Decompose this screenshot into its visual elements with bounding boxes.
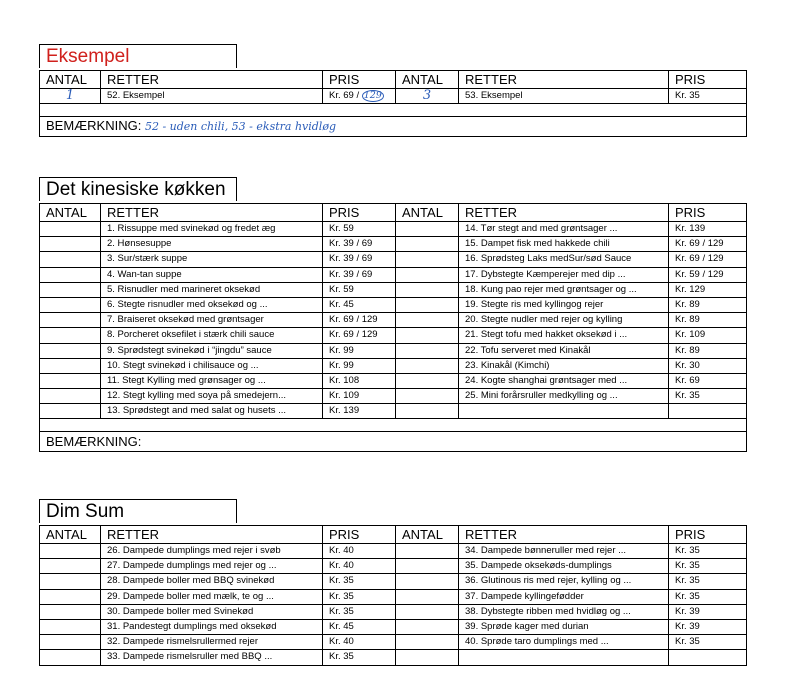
dish-name: 27. Dampede dumplings med rejer og ... <box>101 559 323 574</box>
table-row <box>40 237 747 252</box>
dish-name: 19. Stegte ris med kyllingog rejer <box>459 297 669 312</box>
price-cell: Kr. 40 <box>323 559 396 574</box>
price-cell: Kr. 35 <box>669 389 747 404</box>
dish-name <box>459 650 669 665</box>
price-cell: Kr. 69 / 129 <box>669 237 747 252</box>
price-cell: Kr. 45 <box>323 619 396 634</box>
price-header: PRIS <box>669 204 747 222</box>
qty-input[interactable] <box>396 650 459 665</box>
table-row <box>40 252 747 267</box>
qty-input[interactable] <box>40 574 101 589</box>
dish-name: 17. Dybstegte Kæmperejer med dip ... <box>459 267 669 282</box>
dish-name: 16. Sprødsteg Laks medSur/sød Sauce <box>459 252 669 267</box>
table-row <box>40 604 747 619</box>
dish-name: 9. Sprødstegt svinekød i “jingdu” sauce <box>101 343 323 358</box>
qty-input[interactable]: 3 <box>396 89 459 104</box>
dimsum-rows <box>40 544 747 666</box>
circled-price: 129 <box>363 90 382 102</box>
qty-input[interactable] <box>396 297 459 312</box>
price-cell <box>669 404 747 419</box>
qty-input[interactable] <box>40 343 101 358</box>
table-row <box>40 89 747 104</box>
spacer-row <box>40 419 747 432</box>
qty-input[interactable] <box>40 358 101 373</box>
dishes-header: RETTER <box>459 526 669 544</box>
price-cell: Kr. 40 <box>323 635 396 650</box>
dish-name: 24. Kogte shanghai grøntsager med ... <box>459 373 669 388</box>
qty-input[interactable] <box>396 358 459 373</box>
price-cell: Kr. 69 / 129 <box>669 252 747 267</box>
price-cell <box>323 89 396 104</box>
qty-input[interactable] <box>40 328 101 343</box>
qty-input[interactable] <box>396 404 459 419</box>
dish-name: 12. Stegt kylling med soya på smedejern... <box>101 389 323 404</box>
price-cell: Kr. 129 <box>669 282 747 297</box>
qty-input[interactable] <box>40 404 101 419</box>
dish-name: 14. Tør stegt and med grøntsager ... <box>459 222 669 237</box>
dish-name <box>459 404 669 419</box>
price-cell: Kr. 109 <box>323 389 396 404</box>
dish-name: 6. Stegte risnudler med oksekød og ... <box>101 297 323 312</box>
dish-name: 37. Dampede kyllingefødder <box>459 589 669 604</box>
remark-row <box>40 432 747 452</box>
qty-input[interactable] <box>396 559 459 574</box>
dish-name: 30. Dampede boller med Svinekød <box>101 604 323 619</box>
qty-input[interactable] <box>40 313 101 328</box>
price-cell: Kr. 99 <box>323 343 396 358</box>
qty-input[interactable] <box>396 313 459 328</box>
dishes-header: RETTER <box>101 204 323 222</box>
qty-header: ANTAL <box>40 204 101 222</box>
dish-name: 15. Dampet fisk med hakkede chili <box>459 237 669 252</box>
chinese-rows <box>40 222 747 419</box>
qty-input[interactable] <box>40 297 101 312</box>
price-cell: Kr. 108 <box>323 373 396 388</box>
table-row <box>40 544 747 559</box>
price-cell: Kr. 39 / 69 <box>323 267 396 282</box>
price-cell: Kr. 35 <box>669 574 747 589</box>
price-cell: Kr. 35 <box>323 604 396 619</box>
qty-input[interactable] <box>396 544 459 559</box>
price-cell: Kr. 69 / 129 <box>323 313 396 328</box>
qty-header: ANTAL <box>396 204 459 222</box>
qty-input[interactable] <box>396 635 459 650</box>
table-row <box>40 282 747 297</box>
qty-input[interactable] <box>40 604 101 619</box>
qty-input[interactable] <box>396 328 459 343</box>
header-row <box>40 204 747 222</box>
table-row <box>40 389 747 404</box>
price-cell: Kr. 99 <box>323 358 396 373</box>
qty-input[interactable] <box>40 635 101 650</box>
price-header: PRIS <box>669 526 747 544</box>
header-row <box>40 71 747 89</box>
dish-name: 5. Risnudler med marineret oksekød <box>101 282 323 297</box>
price-cell: Kr. 39 / 69 <box>323 252 396 267</box>
table-row <box>40 313 747 328</box>
qty-input[interactable] <box>40 222 101 237</box>
qty-input[interactable] <box>396 237 459 252</box>
qty-header: ANTAL <box>40 71 101 89</box>
dishes-header: RETTER <box>101 71 323 89</box>
qty-input[interactable] <box>396 252 459 267</box>
table-row <box>40 589 747 604</box>
qty-input[interactable] <box>40 650 101 665</box>
example-title: Eksempel <box>39 44 237 68</box>
qty-header: ANTAL <box>396 526 459 544</box>
dish-name: 36. Glutinous ris med rejer, kylling og ... <box>459 574 669 589</box>
dish-name: 34. Dampede bønneruller med rejer ... <box>459 544 669 559</box>
table-row <box>40 358 747 373</box>
price-cell: Kr. 59 <box>323 222 396 237</box>
price-cell: Kr. 45 <box>323 297 396 312</box>
price-cell: Kr. 139 <box>323 404 396 419</box>
qty-input[interactable] <box>40 237 101 252</box>
price-cell: Kr. 89 <box>669 313 747 328</box>
dish-name: 21. Stegt tofu med hakket oksekød i ... <box>459 328 669 343</box>
remark-note[interactable]: 52 - uden chili, 53 - ekstra hvidløg <box>144 120 336 134</box>
dishes-header: RETTER <box>459 204 669 222</box>
dish-name: 35. Dampede oksekøds-dumplings <box>459 559 669 574</box>
table-row <box>40 559 747 574</box>
table-row <box>40 574 747 589</box>
price-cell: Kr. 139 <box>669 222 747 237</box>
qty-input[interactable] <box>40 544 101 559</box>
qty-input[interactable] <box>40 619 101 634</box>
dish-name: 32. Dampede rismelsrullermed rejer <box>101 635 323 650</box>
dish-name: 23. Kinakål (Kimchi) <box>459 358 669 373</box>
table-row <box>40 328 747 343</box>
price-cell: Kr. 89 <box>669 343 747 358</box>
price-header: PRIS <box>323 204 396 222</box>
price-cell: Kr. 35 <box>323 574 396 589</box>
dish-name: 38. Dybstegte ribben med hvidløg og ... <box>459 604 669 619</box>
qty-input[interactable] <box>40 252 101 267</box>
price-cell: Kr. 35 <box>669 559 747 574</box>
dimsum-section <box>39 499 746 669</box>
chinese-table <box>39 203 747 452</box>
qty-input[interactable] <box>40 389 101 404</box>
price-cell: Kr. 35 <box>323 650 396 665</box>
qty-input[interactable] <box>396 574 459 589</box>
qty-input[interactable] <box>396 267 459 282</box>
price-cell: Kr. 35 <box>669 89 747 104</box>
table-row <box>40 619 747 634</box>
dish-name: 25. Mini forårsruller medkylling og ... <box>459 389 669 404</box>
spacer-row <box>40 104 747 117</box>
qty-input[interactable] <box>396 389 459 404</box>
qty-input[interactable] <box>40 267 101 282</box>
chinese-title: Det kinesiske køkken <box>39 177 237 201</box>
price-header: PRIS <box>323 526 396 544</box>
dish-name: 39. Sprøde kager med durian <box>459 619 669 634</box>
price-cell: Kr. 40 <box>323 544 396 559</box>
price-header: PRIS <box>669 71 747 89</box>
qty-input[interactable] <box>40 373 101 388</box>
price-cell <box>669 650 747 665</box>
dish-name: 40. Sprøde taro dumplings med ... <box>459 635 669 650</box>
price-cell: Kr. 39 <box>669 619 747 634</box>
price-cell: Kr. 59 / 129 <box>669 267 747 282</box>
dish-name: 2. Hønsesuppe <box>101 237 323 252</box>
price-cell: Kr. 35 <box>669 544 747 559</box>
example-table <box>39 70 747 137</box>
price-cell: Kr. 39 <box>669 604 747 619</box>
remark-row <box>40 117 747 137</box>
qty-input[interactable] <box>396 619 459 634</box>
example-section <box>39 44 746 144</box>
dish-name: 26. Dampede dumplings med rejer i svøb <box>101 544 323 559</box>
price-cell: Kr. 69 <box>669 373 747 388</box>
qty-header: ANTAL <box>40 526 101 544</box>
dish-name: 8. Porcheret oksefilet i stærk chili sauce <box>101 328 323 343</box>
qty-input[interactable] <box>396 343 459 358</box>
remark-label: BEMÆRKNING: <box>46 433 142 449</box>
qty-input[interactable]: 1 <box>40 89 101 104</box>
dishes-header: RETTER <box>459 71 669 89</box>
chinese-section <box>39 177 746 459</box>
dish-name: 13. Sprødstegt and med salat og husets ... <box>101 404 323 419</box>
remark-label: BEMÆRKNING: <box>46 118 142 134</box>
price-cell: Kr. 30 <box>669 358 747 373</box>
qty-input[interactable] <box>40 559 101 574</box>
dish-name: 18. Kung pao rejer med grøntsager og ... <box>459 282 669 297</box>
table-row <box>40 635 747 650</box>
table-row <box>40 222 747 237</box>
price-cell: Kr. 35 <box>669 635 747 650</box>
header-row <box>40 526 747 544</box>
price-cell: Kr. 59 <box>323 282 396 297</box>
dish-name: 4. Wan-tan suppe <box>101 267 323 282</box>
price-header: PRIS <box>323 71 396 89</box>
table-row <box>40 650 747 665</box>
price-cell: Kr. 35 <box>669 589 747 604</box>
dish-name: 22. Tofu serveret med Kinakål <box>459 343 669 358</box>
qty-input[interactable] <box>396 589 459 604</box>
qty-input[interactable] <box>40 589 101 604</box>
dish-name: 52. Eksempel <box>101 89 323 104</box>
dish-name: 1. Rissuppe med svinekød og fredet æg <box>101 222 323 237</box>
qty-input[interactable] <box>396 373 459 388</box>
qty-input[interactable] <box>396 282 459 297</box>
qty-header: ANTAL <box>396 71 459 89</box>
price-cell: Kr. 69 / 129 <box>323 328 396 343</box>
price-cell: Kr. 39 / 69 <box>323 237 396 252</box>
price-cell: Kr. 109 <box>669 328 747 343</box>
dish-name: 31. Pandestegt dumplings med oksekød <box>101 619 323 634</box>
table-row <box>40 343 747 358</box>
qty-input[interactable] <box>40 282 101 297</box>
price-cell: Kr. 35 <box>323 589 396 604</box>
dish-name: 3. Sur/stærk suppe <box>101 252 323 267</box>
dish-name: 7. Braiseret oksekød med grøntsager <box>101 313 323 328</box>
qty-input[interactable] <box>396 604 459 619</box>
qty-input[interactable] <box>396 222 459 237</box>
price-cell: Kr. 89 <box>669 297 747 312</box>
dish-name: 10. Stegt svinekød i chilisauce og ... <box>101 358 323 373</box>
table-row <box>40 373 747 388</box>
dimsum-table <box>39 525 747 666</box>
dish-name: 29. Dampede boller med mælk, te og ... <box>101 589 323 604</box>
table-row <box>40 297 747 312</box>
dimsum-title: Dim Sum <box>39 499 237 523</box>
dishes-header: RETTER <box>101 526 323 544</box>
price-text: Kr. 69 / <box>329 90 362 102</box>
table-row <box>40 404 747 419</box>
dish-name: 11. Stegt Kylling med grønsager og ... <box>101 373 323 388</box>
dish-name: 53. Eksempel <box>459 89 669 104</box>
dish-name: 28. Dampede boller med BBQ svinekød <box>101 574 323 589</box>
dish-name: 33. Dampede rismelsruller med BBQ ... <box>101 650 323 665</box>
table-row <box>40 267 747 282</box>
dish-name: 20. Stegte nudler med rejer og kylling <box>459 313 669 328</box>
